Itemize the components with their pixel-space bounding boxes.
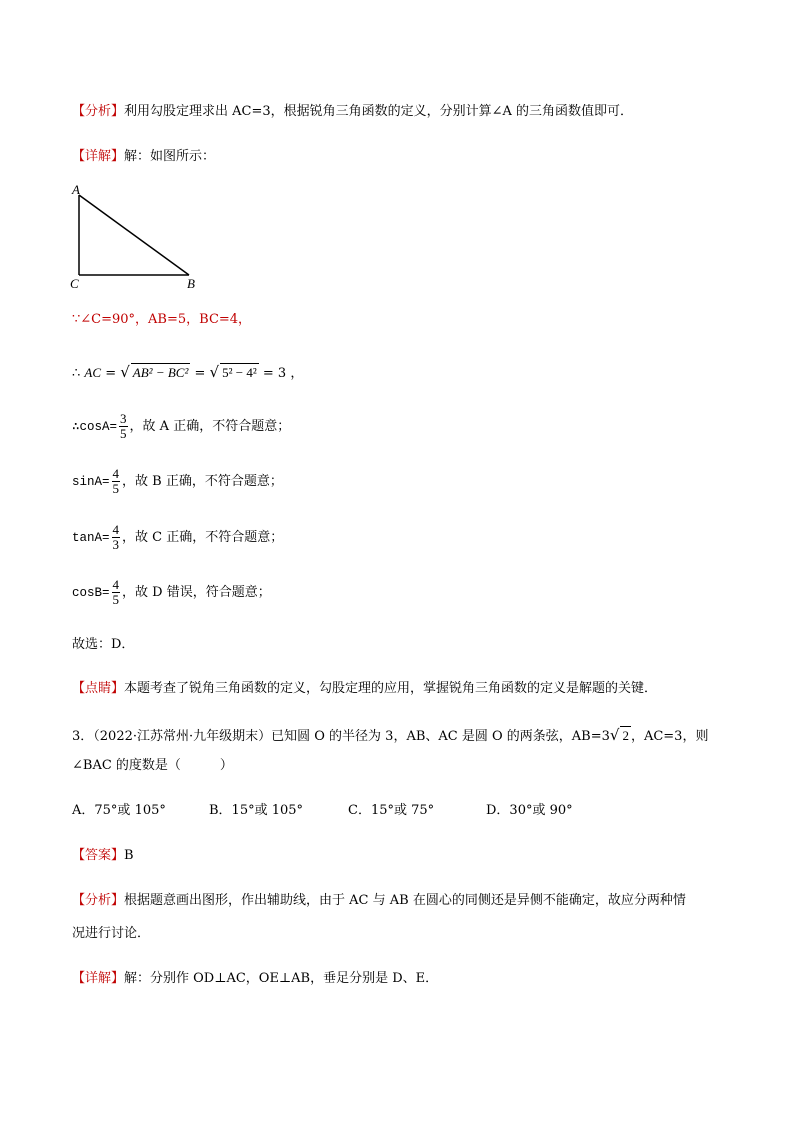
radical-sign-1: √ [120,363,130,381]
sin-a-label: sinA= [72,475,110,489]
detail-tag: 【详解】 [72,149,125,164]
equals-sign-2: = [194,366,206,381]
comment-tag: 【点睛】 [72,681,125,696]
result-text: = 3 ， [262,366,304,381]
right-triangle-figure [66,182,206,292]
tan-a-fraction [112,523,121,552]
sqrt-value: 2 [622,728,629,743]
detail-2-text: 解：分别作 OD⊥AC，OE⊥AB，垂足分别是 D、E． [124,971,439,986]
sin-a-conclusion: ，故 B 正确，不符合题意； [122,474,283,489]
equals-sign: = [105,366,117,381]
radical-sign-2: √ [209,363,220,381]
question-3-line-2 [72,757,233,775]
cos-b-conclusion: ，故 D 错误，符合题意； [122,585,271,600]
detail-2-tag: 【详解】 [72,971,125,986]
answer-line [72,847,134,865]
cos-a-fraction [119,412,128,441]
vertex-label-b: B [187,276,195,291]
detail-paragraph [72,148,215,166]
given-text: ∵∠C=90°，AB=5，BC=4， [72,312,252,327]
cos-b-fraction [112,578,121,607]
vertex-label-a: A [72,182,80,197]
analysis-2-text-2: 况进行讨论． [72,926,151,941]
ac-symbol: AC [84,365,102,380]
analysis-2-line-2 [72,925,150,943]
cos-b-label: cosB= [72,586,110,600]
analysis-tag: 【分析】 [72,104,125,119]
sin-a-fraction [112,467,121,496]
given-line [72,311,251,329]
answer-text: B [124,848,134,863]
option-a: A．75°或 105° [72,803,166,818]
analysis-2-text-1: 根据题意画出图形，作出辅助线，由于 AC 与 AB 在圆心的同侧还是异侧不能确定，故应分两种情 [124,893,686,908]
analysis-text: 利用勾股定理求出 AC=3，根据锐角三角函数的定义，分别计算∠A 的三角函数值即可． [124,104,634,119]
radical-sign-3: √ [609,726,620,744]
sin-a-numerator: 4 [112,466,120,481]
pythagoras-line [72,363,303,383]
question-3-line-1 [72,726,708,746]
tan-a-numerator: 4 [112,522,120,537]
option-c: C．15°或 75° [348,803,435,818]
radicand-2: 5² − 4² [222,365,257,380]
analysis-2-line-1 [72,892,686,910]
question-3-text-c: ∠BAC 的度数是（ ） [72,758,233,773]
side-ab [79,195,189,275]
radicand-1: AB² − BC² [132,365,189,380]
cos-a-conclusion: ，故 A 正确，不符合题意； [129,419,291,434]
cos-a-line [72,410,290,444]
question-3-text-b: ，AC=3，则 [630,729,709,744]
detail-2-line [72,970,438,988]
answer-tag: 【答案】 [72,848,125,863]
analysis-2-tag: 【分析】 [72,893,125,908]
choice-line [72,636,134,654]
detail-text: 解：如图所示： [124,149,216,164]
vertex-label-c: C [70,276,79,291]
tan-a-line [72,521,283,555]
cos-a-label: ∴cosA= [72,420,118,434]
cos-b-numerator: 4 [112,577,120,592]
cos-a-denominator: 5 [120,426,127,441]
sin-a-line [72,465,283,499]
option-d: D．30°或 90° [486,803,573,818]
tan-a-label: tanA= [72,531,110,545]
therefore-symbol: ∴ [72,366,81,381]
cos-a-numerator: 3 [120,411,127,426]
tan-a-conclusion: ，故 C 正确，不符合题意； [122,530,284,545]
comment-text: 本题考查了锐角三角函数的定义，勾股定理的应用，掌握锐角三角函数的定义是解题的关键． [124,681,658,696]
tan-a-denominator: 3 [112,537,120,552]
cos-b-denominator: 5 [112,592,120,607]
question-3-text-a: 3．（2022·江苏常州·九年级期末）已知圆 O 的半径为 3，AB、AC 是圆 O 的两条弦，AB=3 [72,729,610,744]
option-b: B．15°或 105° [209,803,304,818]
cos-b-line [72,576,271,610]
sin-a-denominator: 5 [112,481,120,496]
choice-text: 故选：D． [72,637,135,652]
analysis-paragraph [72,103,633,121]
comment-paragraph [72,680,657,698]
